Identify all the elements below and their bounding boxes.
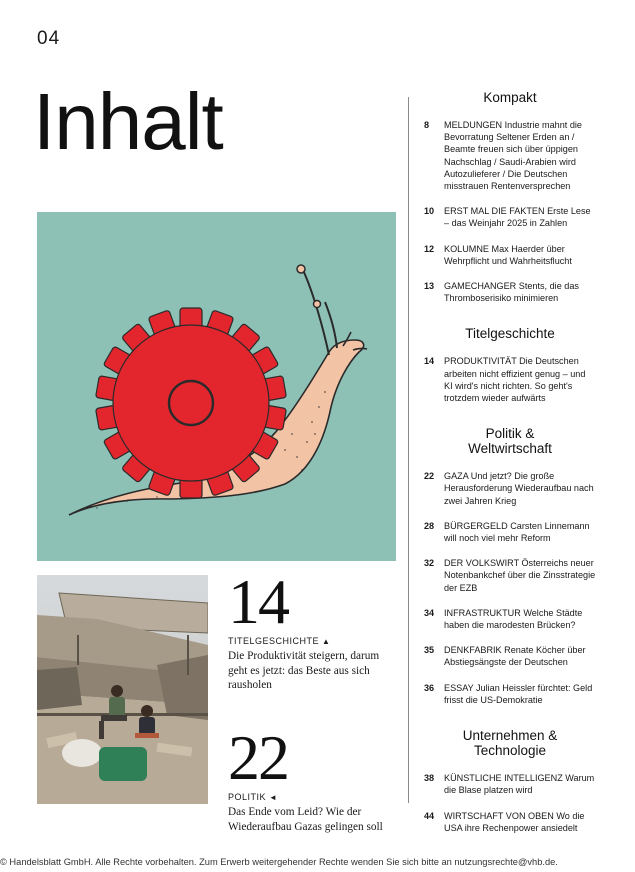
- triangle-left-icon: ◄: [269, 793, 278, 802]
- toc-entry[interactable]: [424, 355, 596, 404]
- toc-entry[interactable]: [424, 280, 596, 304]
- toc-entry[interactable]: [424, 119, 596, 192]
- column-divider: [408, 97, 409, 803]
- toc-entry-text: KOLUMNE Max Haerder über Wehrpflicht und Wahrheitsflucht: [444, 243, 572, 266]
- toc-page-number: 36: [424, 682, 435, 693]
- toc-page-number: 28: [424, 520, 435, 531]
- toc-page-number: 35: [424, 645, 435, 656]
- toc-entry-text: INFRASTRUKTUR Welche Städte haben die marodesten Brücken?: [444, 607, 583, 631]
- feature-label-text: POLITIK: [228, 792, 267, 802]
- toc-entry[interactable]: [424, 470, 596, 507]
- feature-label: [228, 792, 396, 802]
- section-title: Politik & Weltwirtschaft: [468, 426, 552, 457]
- toc-page-number: 14: [424, 356, 435, 367]
- toc-entry[interactable]: [424, 682, 596, 706]
- toc-page-number: 32: [424, 558, 435, 569]
- toc-section-titelgeschichte: [424, 326, 596, 404]
- gaza-rubble-photo: [37, 575, 208, 804]
- snail-icon: [37, 212, 396, 561]
- toc-entry[interactable]: [424, 607, 596, 631]
- toc-entry[interactable]: [424, 810, 596, 834]
- toc-entry-text: GAZA Und jetzt? Die große Herausforderung Wiederaufbau nach zwei Jahren Krieg: [444, 471, 594, 506]
- toc-page-number: 22: [424, 471, 435, 482]
- toc-entry-text: ERST MAL DIE FAKTEN Erste Lese – das Weinjahr 2025 in Zahlen: [444, 206, 591, 229]
- feature-number: 22: [228, 722, 288, 793]
- toc-entry[interactable]: [424, 772, 596, 796]
- toc-section-politik: [424, 426, 596, 706]
- toc-section-unternehmen: [424, 728, 596, 834]
- toc-entry-text: ESSAY Julian Heissler fürchtet: Geld frisst die US-Demokratie: [444, 682, 593, 705]
- section-title: Unternehmen & Technologie: [462, 728, 558, 759]
- toc-entry-text: KÜNSTLICHE INTELLIGENZ Warum die Blase platzen wird: [444, 773, 595, 796]
- toc-page-number: 12: [424, 243, 435, 254]
- feature-label: [228, 636, 396, 646]
- page-number: 04: [37, 28, 61, 49]
- toc-entry-text: DER VOLKSWIRT Österreichs neuer Notenbankchef über die Zinsstrategie der EZB: [444, 558, 596, 593]
- section-title: Kompakt: [483, 90, 537, 105]
- toc-section-kompakt: [424, 90, 596, 304]
- page-title: Inhalt: [33, 77, 223, 166]
- toc-page-number: 38: [424, 773, 435, 784]
- toc-entry-text: MELDUNGEN Industrie mahnt die Bevorratung Seltener Erden an / Beamte freuen sich über üppigen Nachschlag / Saudi-Arabien wird Autozulieferer / Die Deutschen misstrauen Rentenversprechen: [444, 120, 582, 192]
- snail-gear-illustration: [37, 212, 396, 561]
- feature-description: Die Produktivität steigern, darum geht es jetzt: das Beste aus sich rausholen: [228, 650, 380, 691]
- feature-number: 14: [228, 566, 288, 637]
- toc-page-number: 44: [424, 810, 435, 821]
- toc-entry[interactable]: [424, 243, 596, 267]
- toc-page-number: 8: [424, 120, 430, 130]
- toc-page-number: 34: [424, 607, 435, 618]
- table-of-contents: [424, 90, 596, 847]
- toc-entry-text: PRODUKTIVITÄT Die Deutschen arbeiten nicht effizient genug – und KI wird's nicht richten. So geht's trotzdem wieder aufwärts: [444, 356, 586, 404]
- feature-description: Das Ende vom Leid? Wie der Wiederaufbau Gazas gelingen soll: [228, 806, 383, 833]
- toc-page-number: 13: [424, 281, 435, 292]
- toc-entry[interactable]: [424, 557, 596, 594]
- feature-politik[interactable]: [228, 722, 396, 834]
- feature-titelgeschichte[interactable]: [228, 566, 396, 693]
- triangle-up-icon: ▲: [322, 637, 331, 646]
- feature-label-text: TITELGESCHICHTE: [228, 636, 320, 646]
- toc-entry[interactable]: [424, 205, 596, 229]
- section-title: Titelgeschichte: [465, 326, 555, 342]
- toc-entry-text: DENKFABRIK Renate Köcher über Abstiegsängste der Deutschen: [444, 645, 586, 668]
- toc-entry-text: WIRTSCHAFT VON OBEN Wo die USA ihre Rechenpower ansiedelt: [444, 810, 585, 833]
- toc-entry-text: BÜRGERGELD Carsten Linnemann will noch viel mehr Reform: [444, 520, 590, 544]
- toc-page-number: 10: [424, 206, 435, 217]
- copyright-notice: © Handelsblatt GmbH. Alle Rechte vorbehalten. Zum Erwerb weitergehender Rechte wenden Sie sich bitte an nutzungsrechte@vhb.de.: [0, 857, 558, 867]
- toc-entry[interactable]: [424, 644, 596, 668]
- rubble-photo-icon: [37, 575, 208, 804]
- toc-entry[interactable]: [424, 520, 596, 544]
- toc-entry-text: GAMECHANGER Stents, die das Thromboserisiko minimieren: [444, 281, 579, 304]
